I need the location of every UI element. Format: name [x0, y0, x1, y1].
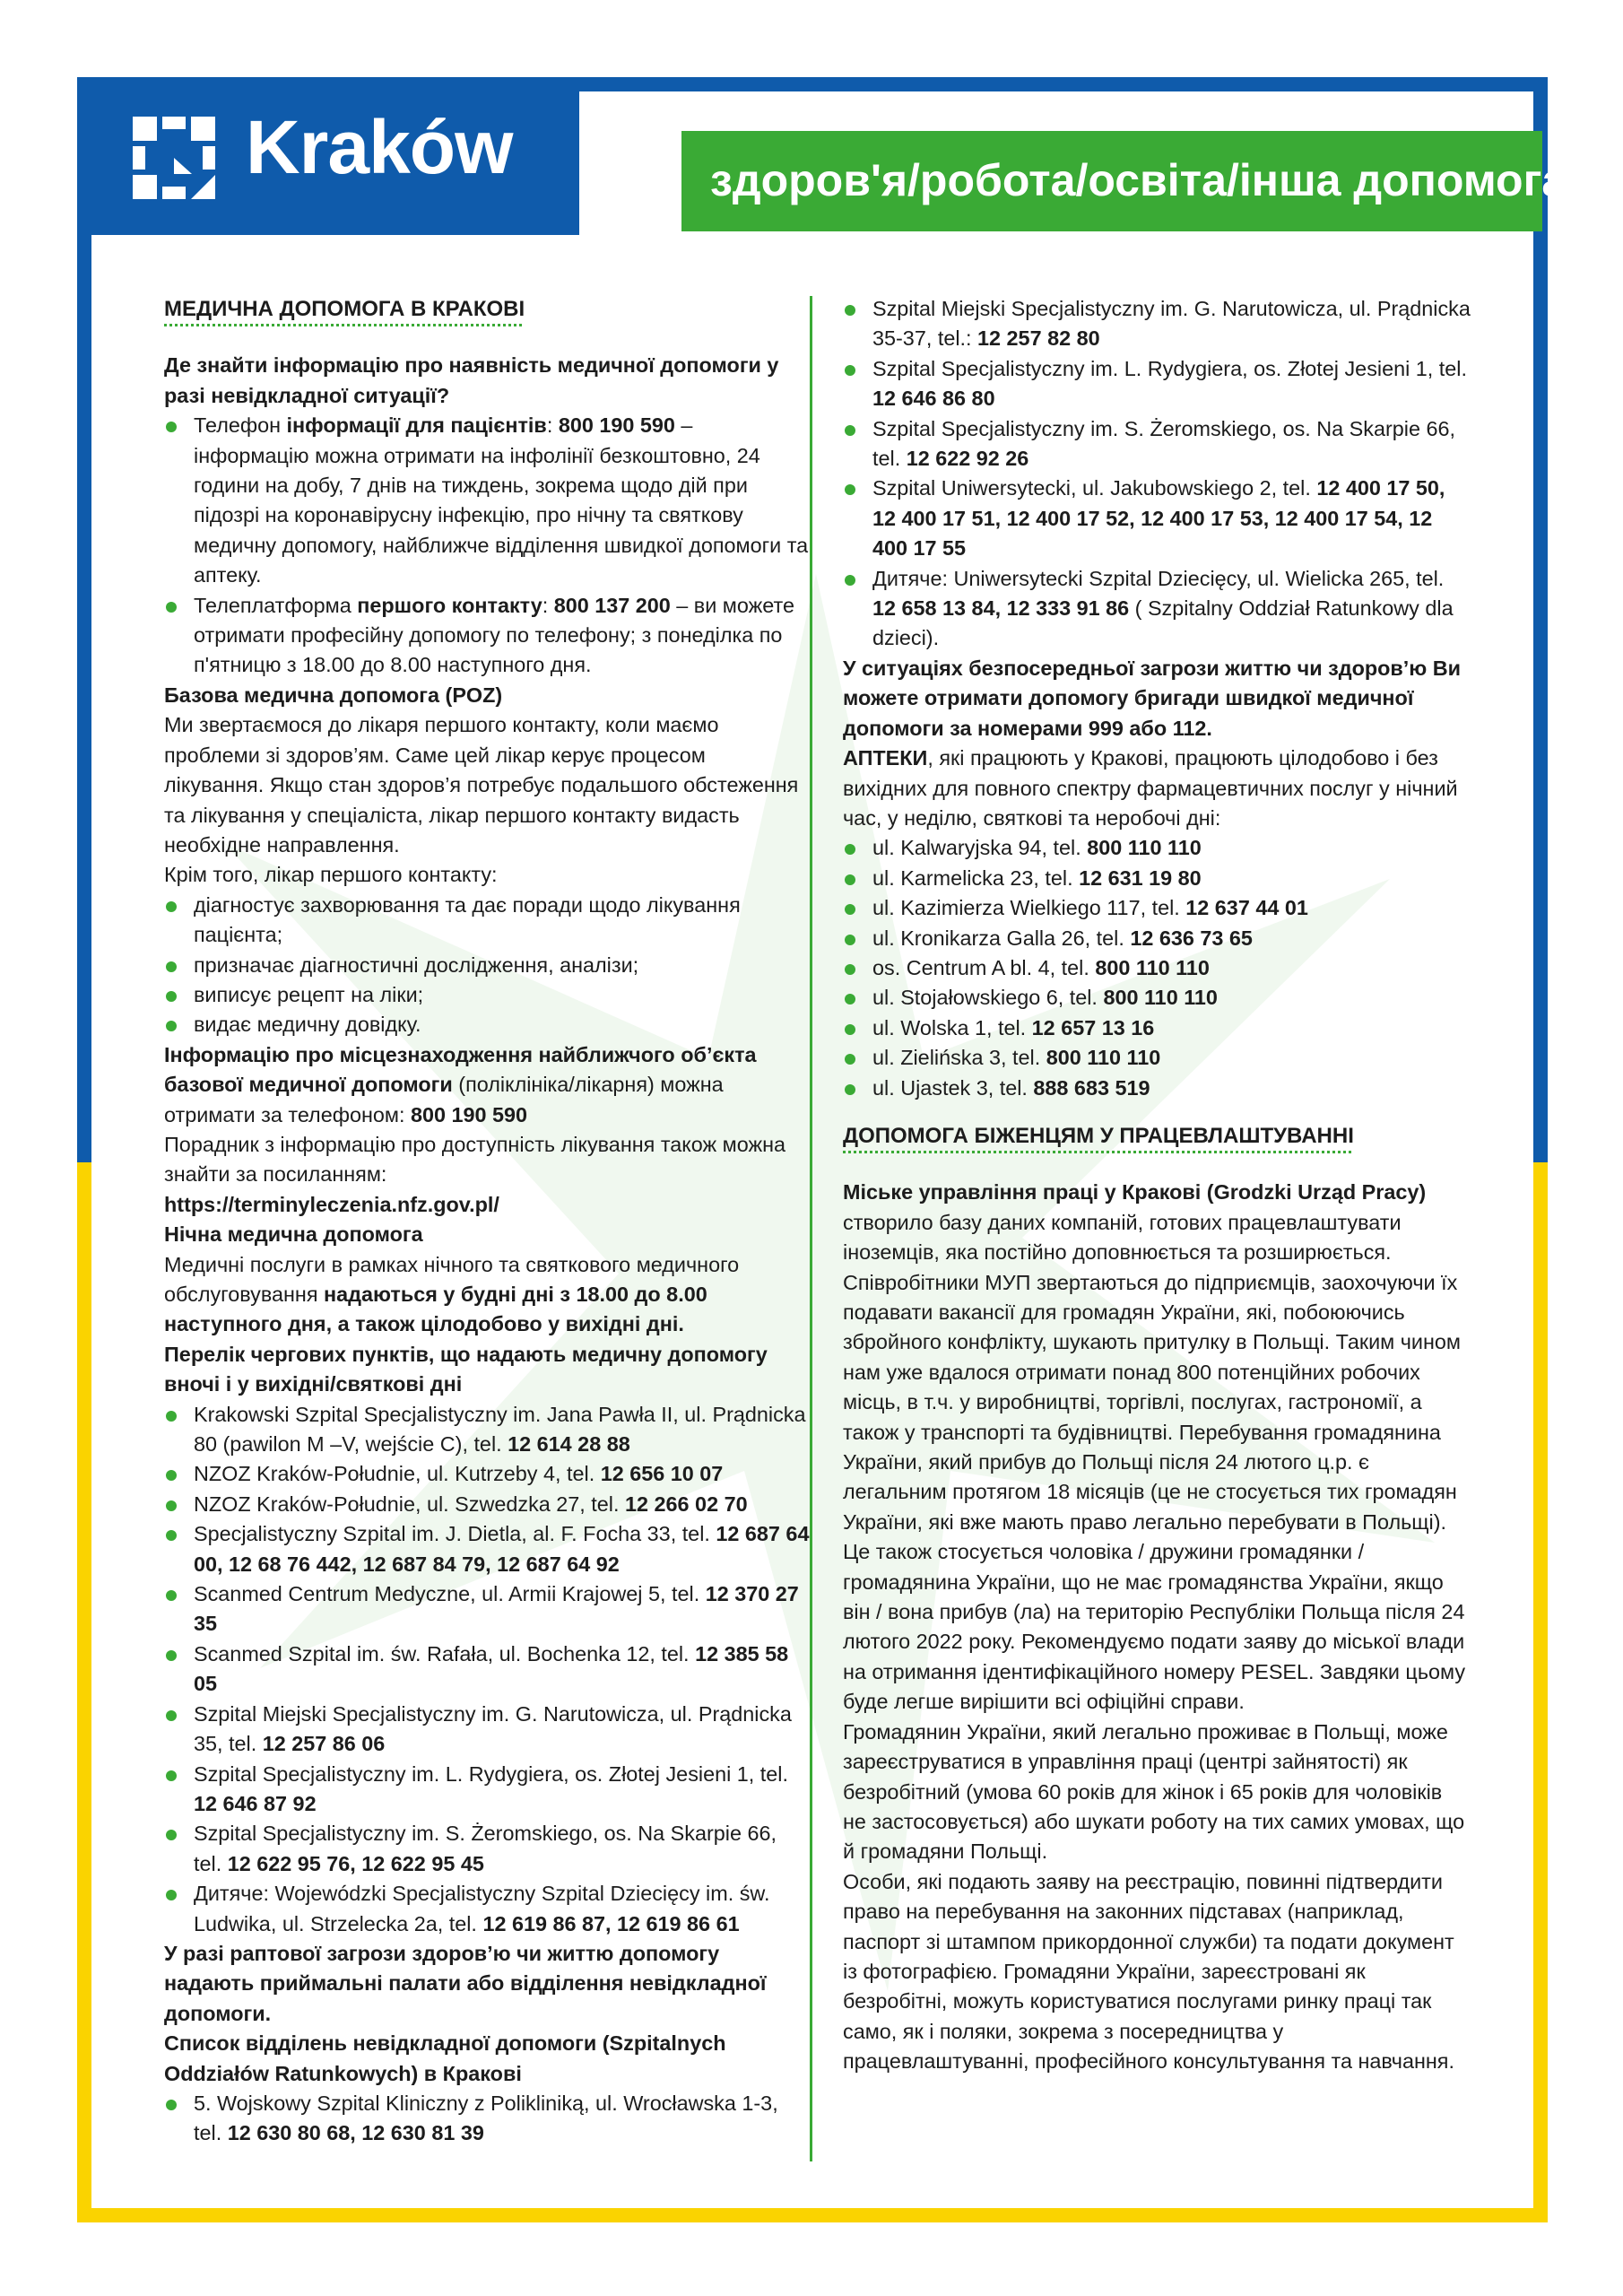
duty-points-heading: Перелік чергових пунктів, що надають медичну допомогу вночі і у вихідні/святкові дні: [164, 1342, 768, 1396]
info-phone-list: [164, 411, 810, 681]
section-title-medical: МЕДИЧНА ДОПОМОГА В КРАКОВІ: [164, 297, 525, 321]
jobs-text-1: Міське управління праці у Кракові (Grodzki Urząd Pracy) створило базу даних компаній, готових працевлаштувати іноземців, яка постійно доповнюється та розширюється. Співробітники МУП звертаються до підприємців, заохочуючи їх подавати вакансії для громадян України, які, побоюючись збройного конфлікту, шукають притулку в Польщі. Таким чином нам уже вдалося отримати понад 800 потенційних робочих місць, в т.ч. у виробництві, торгівлі, послугах, гастрономії, а також у транспорті та будівництві. Перебування громадянина України, який прибув до Польщі після 24 лютого ц.р. є легальним протягом 18 місяців (це не стосується тих громадян України, які вже мають право легально перебувати в Польщі). Це також стосується чоловіка / дружини громадянки / громадянина України, що не має громадянства України, якщо він / вона прибув (ла) на територію Республіки Польща після 24 лютого 2022 року. Рекомендуємо подати заяву до міської влади на отримання ідентифікаційного номеру PESEL. Завдяки цьому буде легше вирішити всі офіційні справи.: [843, 1180, 1466, 1714]
nearest-facility-info: Інформацію про місцезнаходження найближчого об’єкта базової медичної допомоги (поліклініка/лікарня) можна отримати за телефоном: 800 190 590: [164, 1042, 757, 1126]
poz-more: Крім того, лікар першого контакту:: [164, 863, 498, 887]
list-item: ul. Stojałowskiego 6, tel. 800 110 110: [843, 983, 1471, 1013]
list-item: Szpital Specjalistyczny im. S. Żeromskiego, os. Na Skarpie 66, tel. 12 622 92 26: [843, 414, 1471, 474]
list-item: Scanmed Centrum Medyczne, ul. Armii Krajowej 5, tel. 12 370 27 35: [164, 1579, 810, 1639]
list-item: Specjalistyczny Szpital im. J. Dietla, al. F. Focha 33, tel. 12 687 64 00, 12 68 76 442, 12 687 84 79, 12 687 64 92: [164, 1519, 810, 1579]
list-item: Szpital Uniwersytecki, ul. Jakubowskiego 2, tel. 12 400 17 50, 12 400 17 51, 12 400 17 52, 12 400 17 53, 12 400 17 54, 12 400 17 55: [843, 474, 1471, 563]
list-item: Дитяче: Wojewódzki Specjalistyczny Szpital Dziecięcy im. św. Ludwika, ul. Strzelecka 2a, tel. 12 619 86 87, 12 619 86 61: [164, 1879, 810, 1939]
pharmacies-intro: АПТЕКИ, які працюють у Кракові, працюють цілодобово і без вихідних для повного спектру фармацевтичних послуг у нічний час, у неділю, святкові та неробочі дні:: [843, 746, 1458, 830]
list-item: NZOZ Kraków-Południe, ul. Szwedzka 27, tel. 12 266 02 70: [164, 1490, 810, 1519]
left-column: [164, 294, 810, 2149]
night-care-heading: Нічна медична допомога: [164, 1222, 423, 1247]
guide-link[interactable]: https://terminyleczenia.nfz.gov.pl/: [164, 1192, 499, 1216]
jobs-text-3: Особи, які подають заяву на реєстрацію, повинні підтвердити право на перебування на законних підставах (наприклад, паспорт зі штампом прикордонної служби) та подати документ із фотографією. Громадяни України, зареєстровані як безробітні, можуть користуватися послугами ринку праці так само, як і поляки, зокрема з посередництва у працевлаштуванні, професійного консультування та навчання.: [843, 1869, 1454, 2074]
threat-text: У ситуаціях безпосередньої загрози життю чи здоров’ю Ви можете отримати допомогу бригади швидкої медичної допомоги за номерами 999 або 112.: [843, 656, 1462, 740]
list-item: ul. Kazimierza Wielkiego 117, tel. 12 637 44 01: [843, 893, 1471, 923]
list-item: ul. Karmelicka 23, tel. 12 631 19 80: [843, 864, 1471, 893]
right-column: [843, 294, 1471, 2077]
list-item: ul. Kronikarza Galla 26, tel. 12 636 73 65: [843, 924, 1471, 953]
list-item: ul. Zielińska 3, tel. 800 110 110: [843, 1043, 1471, 1073]
list-item: Szpital Miejski Specjalistyczny im. G. Narutowicza, ul. Prądnicka 35-37, tel.: 12 257 82 80: [843, 294, 1471, 354]
list-item: призначає діагностичні дослідження, аналізи;: [164, 951, 810, 980]
list-item: NZOZ Kraków-Południe, ul. Kutrzeby 4, tel. 12 656 10 07: [164, 1459, 810, 1489]
list-item: os. Centrum A bl. 4, tel. 800 110 110: [843, 953, 1471, 983]
pharmacy-list: [843, 833, 1471, 1103]
list-item: виписує рецепт на ліки;: [164, 980, 810, 1010]
krakow-logo: [77, 77, 579, 235]
krakow-city-logo-icon: [133, 117, 215, 199]
jobs-text-2: Громадянин України, який легально проживає в Польщі, може зареєструватися в управління праці (центрі зайнятості) як безробітний (умова 60 років для жінок і 65 років для чоловіків не застосовується) або шукати роботу на тих самих умовах, що й громадяни Польщі.: [843, 1719, 1465, 1864]
poz-text: Ми звертаємося до лікаря першого контакту, коли маємо проблеми зі здоров’ям. Саме цей лікар керує процесом лікування. Якщо стан здоров’я потребує подальшого обстеження та лікування у спеціаліста, лікар першого контакту видасть необхідне направлення.: [164, 713, 799, 857]
list-item: Телефон інформації для пацієнтів: 800 190 590 – інформацію можна отримати на інфолінії безкоштовно, 24 години на добу, 7 днів на тиждень, зокрема щодо дій при підозрі на коронавірусну інфекцію, про нічну та святкову медичну допомогу, найближче відділення швидкої допомоги та аптеку.: [164, 411, 810, 590]
list-item: Szpital Specjalistyczny im. L. Rydygiera, os. Złotej Jesieni 1, tel. 12 646 87 92: [164, 1760, 810, 1820]
list-item: 5. Wojskowy Szpital Kliniczny z Polikliniką, ul. Wrocławska 1-3, tel. 12 630 80 68, 12 630 81 39: [164, 2089, 810, 2149]
banner-title: здоров'я/робота/освіта/інша допомога: [710, 155, 1567, 205]
list-item: Scanmed Szpital im. św. Rafała, ul. Bochenka 12, tel. 12 385 58 05: [164, 1639, 810, 1700]
list-item: Дитяче: Uniwersytecki Szpital Dziecięcy, ul. Wielicka 265, tel. 12 658 13 84, 12 333 91 86 ( Szpitalny Oddział Ratunkowy dla dzieci).: [843, 564, 1471, 654]
list-item: діагностує захворювання та дає поради щодо лікування пацієнта;: [164, 891, 810, 951]
list-item: Szpital Miejski Specjalistyczny im. G. Narutowicza, ul. Prądnicka 35, tel. 12 257 86 06: [164, 1700, 810, 1760]
emergency-info-question: Де знайти інформацію про наявність медичної допомоги у разі невідкладної ситуації?: [164, 353, 779, 407]
guide-text: Порадник з інформацію про доступність лікування також можна знайти за посиланням:: [164, 1132, 786, 1187]
topic-banner: [681, 131, 1567, 231]
er-list-continued: [843, 294, 1471, 654]
section-title-jobs: ДОПОМОГА БІЖЕНЦЯМ У ПРАЦЕВЛАШТУВАННІ: [843, 1123, 1354, 1148]
er-list: [164, 2089, 810, 2149]
list-item: видає медичну довідку.: [164, 1010, 810, 1039]
list-item: Szpital Specjalistyczny im. S. Żeromskiego, os. Na Skarpie 66, tel. 12 622 95 76, 12 622 95 45: [164, 1819, 810, 1879]
duty-points-list: [164, 1400, 810, 1939]
list-item: Krakowski Szpital Specjalistyczny im. Jana Pawła II, ul. Prądnicka 80 (pawilon M –V, wejście C), tel. 12 614 28 88: [164, 1400, 810, 1460]
list-item: Szpital Specjalistyczny im. L. Rydygiera, os. Złotej Jesieni 1, tel. 12 646 86 80: [843, 354, 1471, 414]
list-item: ul. Wolska 1, tel. 12 657 13 16: [843, 1013, 1471, 1043]
logo-text: Kraków: [246, 105, 513, 189]
list-item: ul. Ujastek 3, tel. 888 683 519: [843, 1074, 1471, 1103]
poz-list: [164, 891, 810, 1040]
list-item: Телеплатформа першого контакту: 800 137 200 – ви можете отримати професійну допомогу по телефону; з понеділка по п'ятницю з 18.00 до 8.00 наступного дня.: [164, 591, 810, 681]
emergency-note: У разі раптової загрози здоров’ю чи життю допомогу надають приймальні палати або відділення невідкладної допомоги.: [164, 1941, 767, 2025]
column-divider: [810, 296, 812, 2161]
poz-heading: Базова медична допомога (POZ): [164, 683, 503, 707]
er-list-heading: Список відділень невідкладної допомоги (Szpitalnych Oddziałów Ratunkowych) в Кракові: [164, 2031, 726, 2085]
night-care-text: Медичні послуги в рамках нічного та святкового медичного обслуговування надаються у будні дні з 18.00 до 8.00 наступного дня, а також цілодобово у вихідні дні.: [164, 1252, 740, 1336]
list-item: ul. Kalwaryjska 94, tel. 800 110 110: [843, 833, 1471, 863]
